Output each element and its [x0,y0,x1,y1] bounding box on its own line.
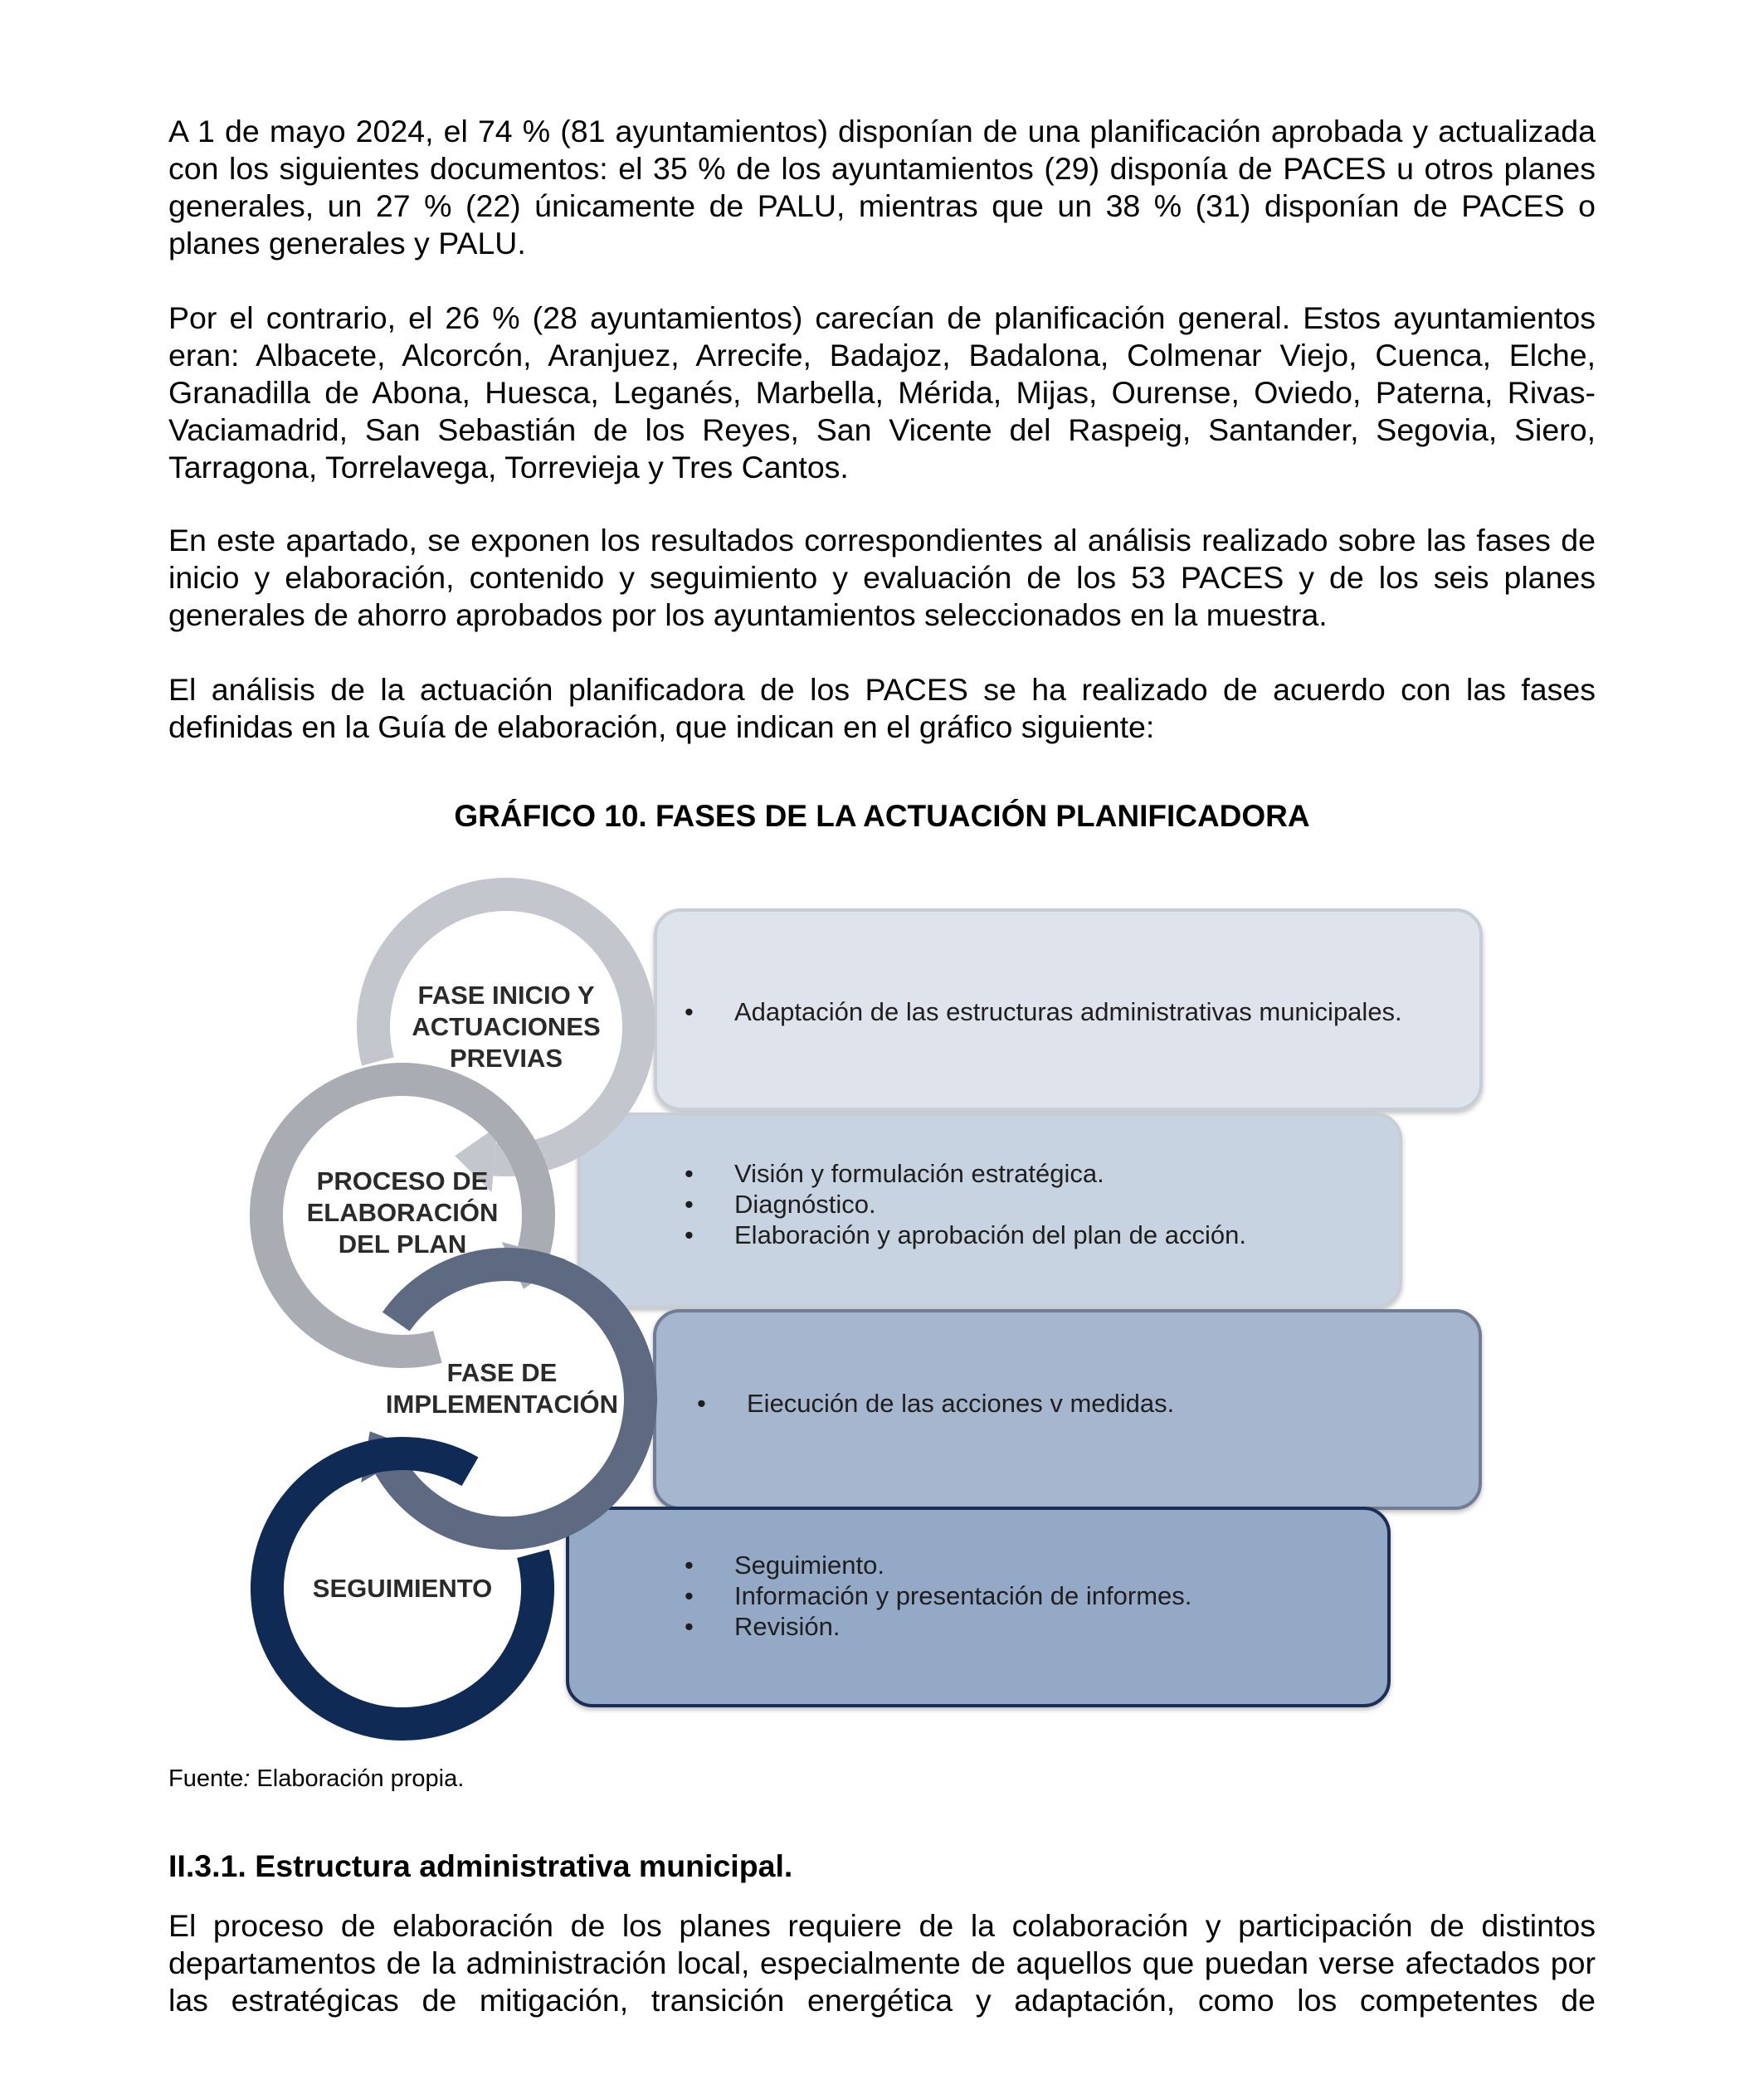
bullet: • [685,1581,694,1610]
bullet: • [685,1551,694,1580]
bullet: • [685,1612,694,1641]
paragraph-planning-status: A 1 de mayo 2024, el 74 % (81 ayuntamientos) disponían de una planificación aprobada y actualizada con los siguientes documentos: el 35 % de los ayuntamientos (29) disponía de PACES u otros planes generales, un 27 % (22) únicamente de PALU, mientras que un 38 % (31) disponían de PACES o planes generales y PALU. [168,114,1596,260]
phase-label-line: ELABORACIÓN [306,1198,499,1227]
phase-label-line: IMPLEMENTACIÓN [385,1390,619,1419]
paragraph-municipalities-without-plan: Por el contrario, el 26 % (28 ayuntamientos) carecían de planificación general. Estos ayuntamientos eran: Albacete, Alcorcón, Aranjuez, Arrecife, Badajoz, Badalona, Colmenar Viejo, Cuenca, Elche, Granadilla de Abona, Huesca, Leganés, Marbella, Mérida, Mijas, Ourense, Oviedo, Paterna, Rivas-Vaciamadrid, San Sebastián de los Reyes, San Vicente del Raspeig, Santander, Segovia, Siero, Tarragona, Torrelavega, Torrevieja y Tres Cantos. [168,300,1596,484]
bullet: • [685,1220,694,1249]
phase-item: Seguimiento. [734,1551,884,1580]
bullet: • [685,1190,694,1219]
source-label: Fuente [168,1765,244,1792]
section-heading: II.3.1. Estructura administrativa municipal. [168,1848,793,1883]
phase-circle-3 [361,1264,641,1533]
phase-box-bg [579,1114,1401,1307]
bullet: • [685,997,694,1026]
paragraph-administrative-structure: El proceso de elaboración de los planes requiere de la colaboración y participación de distintos departamentos de la administración local, especialmente de aquellos que puedan verse afectados por las estratégicas de mitigación, transición energética y adaptación, como los competentes de [168,1908,1596,2018]
phase-item: Información y presentación de informes. [734,1581,1192,1610]
phase-label-line: SEGUIMIENTO [312,1574,493,1603]
phase-box-1 [655,910,1481,1109]
phase-item: Eiecución de las acciones v medidas. [747,1389,1175,1418]
chart-title: GRÁFICO 10. FASES DE LA ACTUACIÓN PLANIFICADORA [454,799,1310,833]
phase-label-line: FASE DE [446,1358,558,1387]
phase-box-2 [579,1114,1401,1307]
source-note [168,1765,464,1793]
source-colon: : [243,1765,251,1792]
phase-item: Elaboración y aprobación del plan de acción. [734,1220,1246,1249]
phase-label-line: ACTUACIONES [412,1012,601,1041]
phase-item: Visión y formulación estratégica. [734,1159,1104,1188]
source-text: Elaboración propia. [250,1765,465,1792]
phase-box-3 [655,1311,1480,1508]
paragraph-analysis-scope: En este apartado, se exponen los resultados correspondientes al análisis realizado sobre las fases de inicio y elaboración, contenido y seguimiento y evaluación de los 53 PACES y de los seis planes generales de ahorro aprobados por los ayuntamientos seleccionados en la muestra. [168,523,1596,632]
paragraph-phases-intro: El análisis de la actuación planificadora de los PACES se ha realizado de acuerdo con las fases definidas en la Guía de elaboración, que indican en el gráfico siguiente: [168,672,1596,744]
phase-label-line: FASE INICIO Y [417,981,595,1010]
phase-item: Revisión. [734,1612,841,1641]
bullet: • [685,1159,694,1188]
phase-item: Adaptación de las estructuras administrativas municipales. [734,997,1402,1026]
phase-label-line: PREVIAS [449,1044,563,1073]
phase-label-line: PROCESO DE [316,1166,489,1195]
phase-box-4 [568,1508,1389,1706]
phase-item: Diagnóstico. [734,1190,876,1219]
phase-label-line: DEL PLAN [338,1229,467,1259]
bullet: • [697,1389,706,1418]
